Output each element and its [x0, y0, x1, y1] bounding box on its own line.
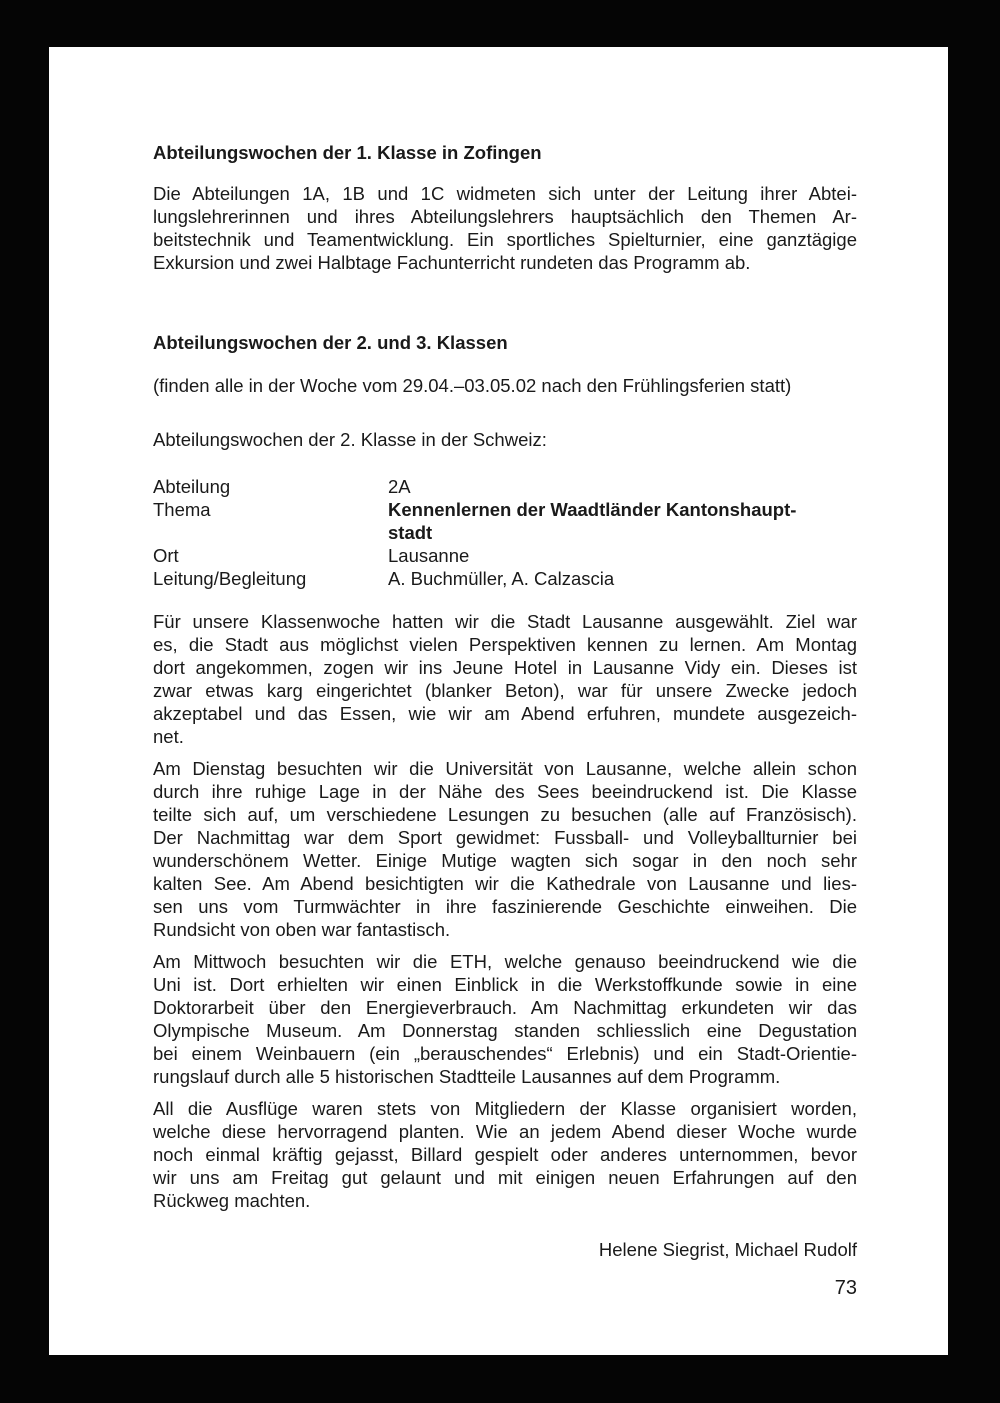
- subheading-schweiz: Abteilungswochen der 2. Klasse in der Schweiz:: [153, 429, 547, 450]
- text-line: Uni ist. Dort erhielten wir einen Einblick in die Werkstoffkunde sowie in eine: [153, 974, 857, 995]
- text-line: Rundsicht von oben war fantastisch.: [153, 919, 451, 940]
- value: stadt: [388, 522, 433, 543]
- text-line: rungslauf durch alle 5 historischen Stadtteile Lausannes auf dem Programm.: [153, 1066, 781, 1087]
- value: Kennenlernen der Waadtländer Kantonshaupt-: [388, 499, 797, 520]
- text-line: net.: [153, 726, 184, 747]
- paragraph: [153, 610, 857, 748]
- signature: Helene Siegrist, Michael Rudolf: [598, 1239, 857, 1260]
- document-page: [49, 47, 948, 1355]
- text-line: noch einmal kräftig gejasst, Billard gespielt oder anderes unternommen, bevor: [153, 1144, 857, 1165]
- info-row-leitung: [153, 567, 857, 590]
- heading-klasse-1: Abteilungswochen der 1. Klasse in Zofingen: [153, 142, 542, 163]
- text-line: Doktorarbeit über den Energieverbrauch. Am Nachmittag erkundeten wir das: [153, 997, 857, 1018]
- text-line: es, die Stadt aus möglichst vielen Perspektiven kennen zu lernen. Am Montag: [153, 634, 857, 655]
- paragraph: [153, 950, 857, 1088]
- paragraph-klasse-1: [153, 182, 857, 274]
- text-line: dort angekommen, zogen wir ins Jeune Hotel in Lausanne Vidy ein. Dieses ist: [153, 657, 857, 678]
- text-line: lungslehrerinnen und ihres Abteilungslehrers hauptsächlich den Themen Ar-: [153, 206, 857, 227]
- text-line: Rückweg machten.: [153, 1190, 311, 1211]
- text-line: Für unsere Klassenwoche hatten wir die Stadt Lausanne ausgewählt. Ziel war: [153, 611, 857, 632]
- text-line: Exkursion und zwei Halbtage Fachunterricht rundeten das Programm ab.: [153, 252, 751, 273]
- paragraph: [153, 757, 857, 941]
- text-line: durch ihre ruhige Lage in der Nähe des Sees beeindruckend ist. Die Klasse: [153, 781, 857, 802]
- text-line: bei einem Weinbauern (ein „berauschendes“ Erlebnis) und ein Stadt-Orientie-: [153, 1043, 857, 1064]
- text-line: Am Dienstag besuchten wir die Universität von Lausanne, welche allein schon: [153, 758, 857, 779]
- text-line: Olympische Museum. Am Donnerstag standen schliesslich eine Degustation: [153, 1020, 857, 1041]
- paragraph: [153, 1097, 857, 1212]
- label: Ort: [153, 545, 179, 566]
- text-line: All die Ausflüge waren stets von Mitgliedern der Klasse organisiert worden,: [153, 1098, 857, 1119]
- text-line: Der Nachmittag war dem Sport gewidmet: Fussball- und Volleyballturnier bei: [153, 827, 857, 848]
- text-line: wir uns am Freitag gut gelaunt und mit einigen neuen Erfahrungen auf den: [153, 1167, 857, 1188]
- label: Thema: [153, 499, 211, 520]
- info-row-thema: [153, 498, 857, 521]
- text-line: Am Mittwoch besuchten wir die ETH, welche genauso beeindruckend wie die: [153, 951, 857, 972]
- label: Leitung/Begleitung: [153, 568, 307, 589]
- date-note: (finden alle in der Woche vom 29.04.–03.05.02 nach den Frühlingsferien statt): [153, 375, 792, 396]
- text-line: akzeptabel und das Essen, wie wir am Abend erfuhren, mundete ausgezeich-: [153, 703, 857, 724]
- text-line: teilte sich auf, um verschiedene Lesungen zu besuchen (alle auf Französisch).: [153, 804, 857, 825]
- value: Lausanne: [388, 545, 470, 566]
- info-table: [153, 475, 857, 590]
- value: 2A: [388, 476, 411, 497]
- label: Abteilung: [153, 476, 231, 497]
- text-line: Die Abteilungen 1A, 1B und 1C widmeten sich unter der Leitung ihrer Abtei-: [153, 183, 857, 204]
- text-line: zwar etwas karg eingerichtet (blanker Beton), war für unsere Zwecke jedoch: [153, 680, 857, 701]
- text-line: wunderschönem Wetter. Einige Mutige wagten sich sogar in den noch sehr: [153, 850, 857, 871]
- info-row-ort: [153, 544, 857, 567]
- text-line: kalten See. Am Abend besichtigten wir die Kathedrale von Lausanne und lies-: [153, 873, 857, 894]
- text-line: beitstechnik und Teamentwicklung. Ein sportliches Spielturnier, eine ganztägige: [153, 229, 857, 250]
- report-body: [153, 610, 857, 1221]
- page-number: 73: [834, 1277, 857, 1299]
- info-row-abteilung: [153, 475, 857, 498]
- text-line: sen uns vom Turmwächter in ihre faszinierende Geschichte einweihen. Die: [153, 896, 857, 917]
- heading-klasse-2-3: Abteilungswochen der 2. und 3. Klassen: [153, 332, 508, 353]
- text-line: welche diese hervorragend planten. Wie an jedem Abend dieser Woche wurde: [153, 1121, 857, 1142]
- info-row-thema-cont: [153, 521, 857, 544]
- value: A. Buchmüller, A. Calzascia: [388, 568, 615, 589]
